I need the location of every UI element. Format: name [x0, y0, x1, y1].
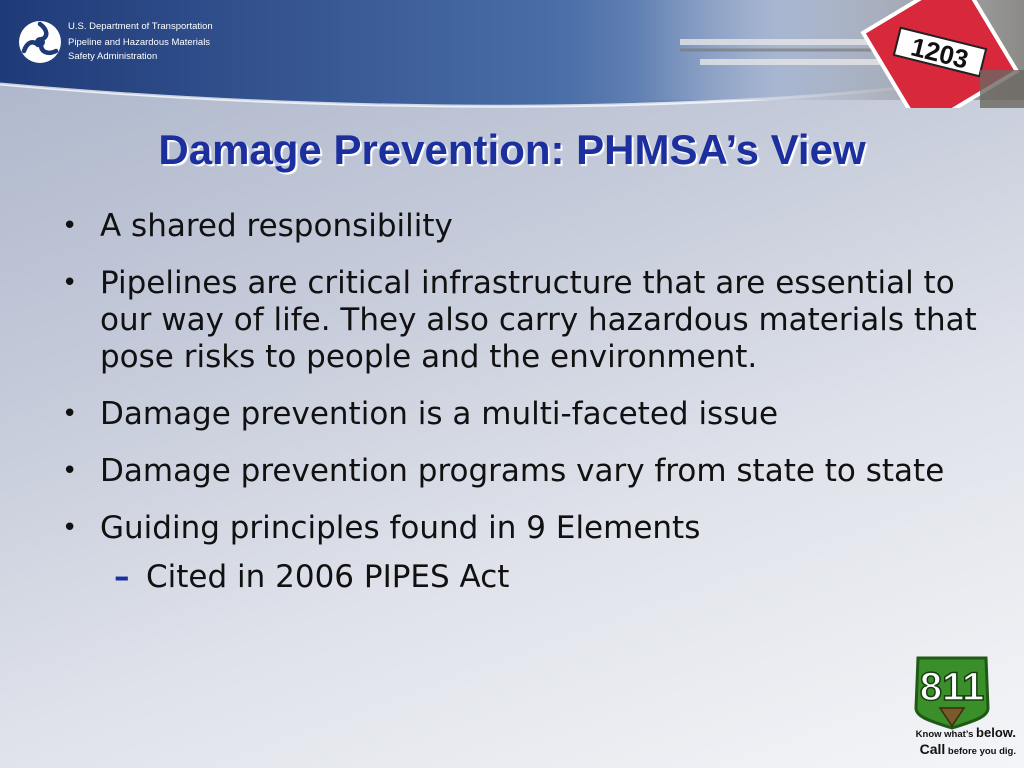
tagline-know: Know what’s [915, 729, 977, 740]
bullet-item [62, 396, 992, 433]
sub-bullet-dash: – [114, 559, 130, 595]
bullet-text: Damage prevention is a multi-faceted issue [100, 396, 779, 432]
bullet-dot: • [62, 456, 78, 486]
placard-number: 1203 [908, 31, 972, 75]
bullet-item [62, 453, 992, 490]
bullet-item [62, 208, 992, 245]
bullet-text: Damage prevention programs vary from state to state [100, 453, 945, 489]
agency-line-3: Safety Administration [68, 51, 158, 62]
bullet-text: Guiding principles found in 9 Elements [100, 510, 701, 546]
bullet-dot: • [62, 268, 78, 298]
agency-line-1: U.S. Department of Transportation [68, 21, 213, 32]
agency-name [68, 20, 213, 64]
tagline-below: below. [976, 725, 1016, 740]
dot-logo-icon [18, 20, 62, 64]
logo-811-number: 811 [919, 665, 985, 709]
agency-line-2: Pipeline and Hazardous Materials [68, 37, 211, 48]
bullet-item [62, 510, 992, 547]
bullet-list [62, 208, 992, 596]
sub-bullet-text: Cited in 2006 PIPES Act [146, 559, 510, 595]
tagline-before-you-dig: before you dig. [945, 746, 1016, 757]
bullet-item [62, 265, 992, 376]
logo-811-tagline [888, 726, 1016, 759]
bullet-dot: • [62, 513, 78, 543]
slide-title: Damage Prevention: PHMSA’s View [158, 126, 866, 173]
bullet-dot: • [62, 211, 78, 241]
sub-bullet-item [62, 559, 992, 596]
bullet-text: A shared responsibility [100, 208, 453, 244]
pipeline-photo [640, 0, 1024, 108]
bullet-dot: • [62, 399, 78, 429]
tagline-call: Call [919, 741, 946, 757]
bullet-text: Pipelines are critical infrastructure that are essential to our way of life. They also carry hazardous materials that pose risks to people and the environment. [100, 265, 977, 375]
